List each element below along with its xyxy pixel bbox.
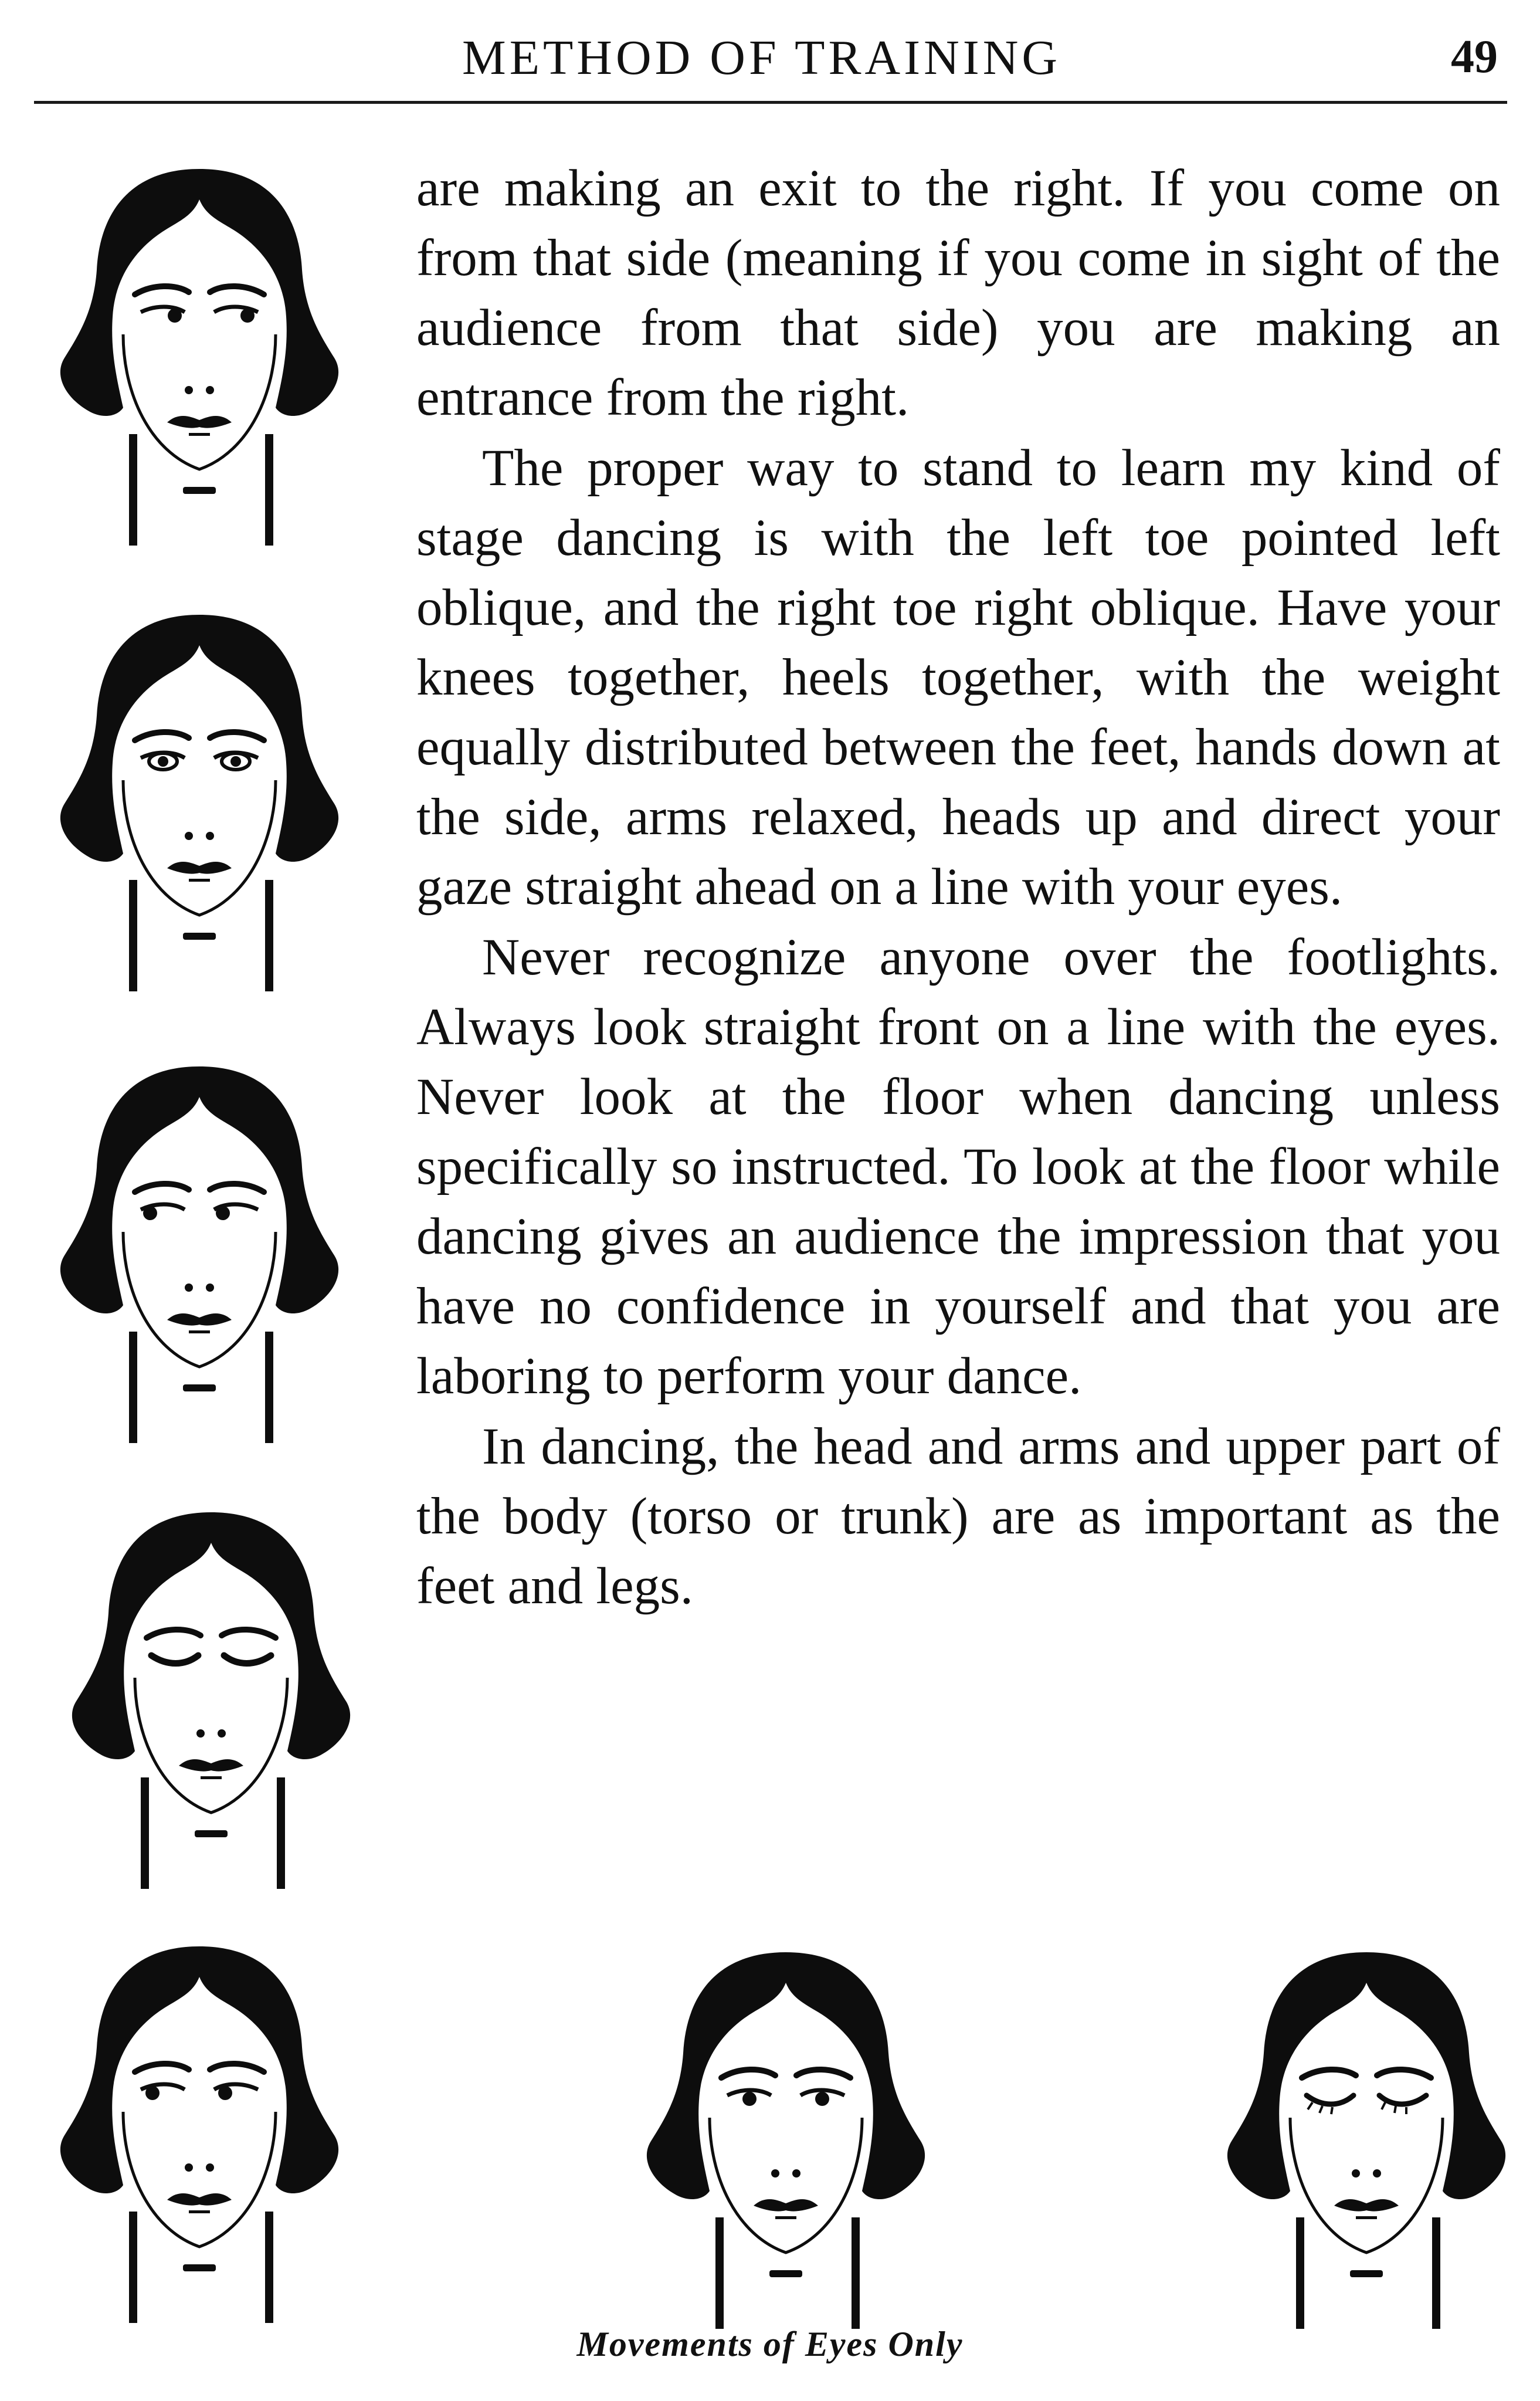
face-illustration-eyes-forward: [35, 604, 364, 991]
face-illustration-eyes-left: [35, 1936, 364, 2323]
running-head: METHOD OF TRAINING: [462, 31, 1061, 85]
face-illustration-eyes-closed: [47, 1502, 375, 1889]
face-illustration-eyes-forward: [622, 1942, 950, 2329]
face-illustration-eyes-left: [35, 1056, 364, 1443]
paragraph: are making an exit to the right. If you come on from that side (meaning if you come in sight of the audience from that side) you are making an entrance from the right.: [416, 160, 1500, 426]
body-text: [416, 154, 1500, 1622]
figure-caption: Movements of Eyes Only: [576, 2325, 964, 2363]
face-illustration-eyes-right: [35, 158, 364, 546]
page-header: [34, 25, 1507, 104]
paragraph: The proper way to stand to learn my kind of stage dancing is with the left toe pointed left oblique, and the right toe right oblique. Have your knees together, heels together, with the weight equally distributed between the feet, hands down at the side, arms relaxed, heads up and direct your gaze straight ahead on a line with your eyes.: [416, 439, 1500, 916]
paragraph: Never recognize anyone over the footlights. Always look straight front on a line with the eyes. Never look at the floor when dancing unless specifically so instructed. To look at the floor while dancing gives an audience the impression that you have no confidence in yourself and that you are laboring to perform your dance.: [416, 929, 1500, 1405]
face-illustration-eyes-down: [1202, 1942, 1531, 2329]
page-number: 49: [1451, 31, 1498, 83]
paragraph: In dancing, the head and arms and upper part of the body (torso or trunk) are as important as the feet and legs.: [416, 1418, 1500, 1615]
